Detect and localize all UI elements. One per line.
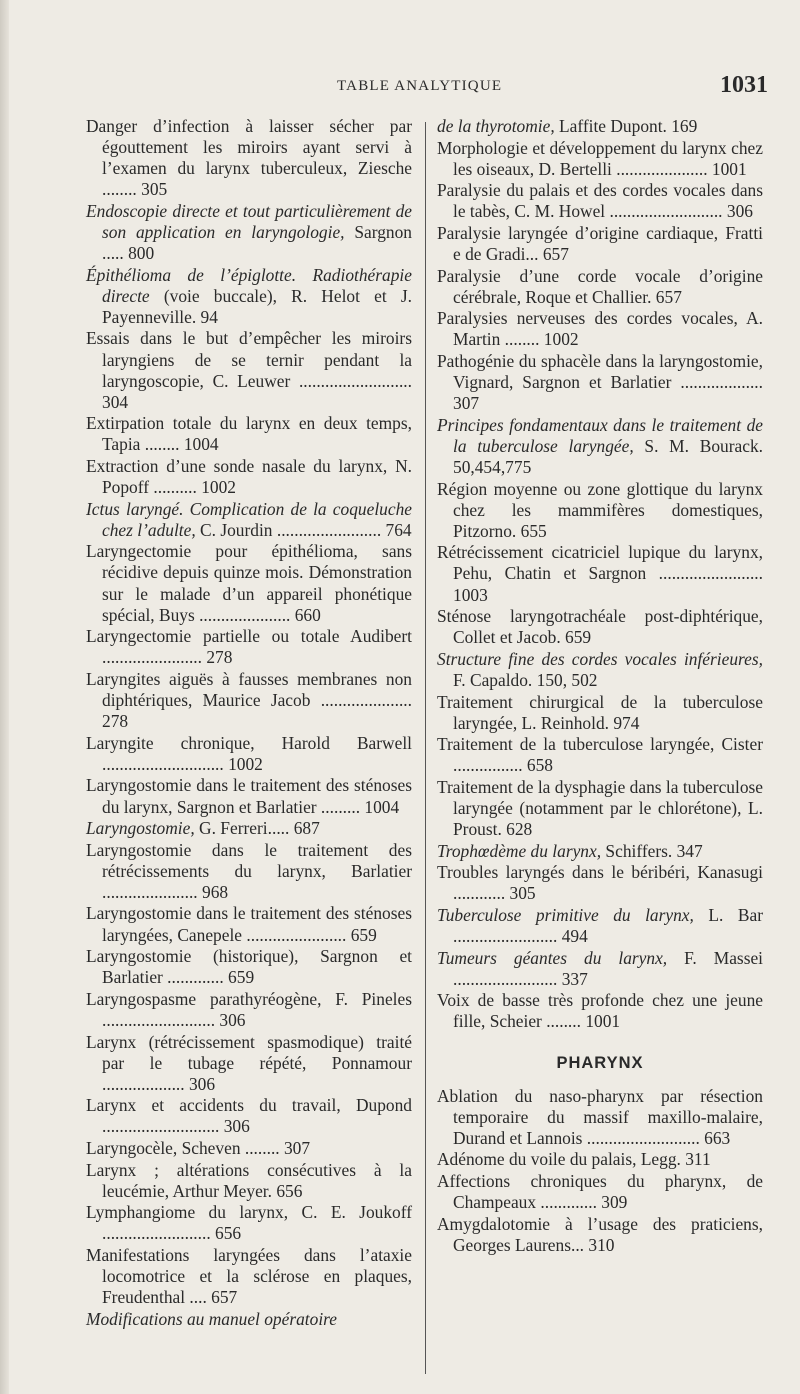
index-entry xyxy=(86,1160,412,1202)
index-entry xyxy=(437,180,763,222)
index-entry xyxy=(437,1086,763,1149)
entry-italic-title: Épithélioma de l’épiglotte. Radiothérapie directe xyxy=(86,264,412,306)
binding-gutter xyxy=(0,0,9,1394)
entry-italic-title: Tuberculose primitive du larynx, xyxy=(437,904,694,925)
entry-text: Traitement de la tuberculose laryngée, Cister ................ 658 xyxy=(437,734,763,776)
index-entry xyxy=(437,542,763,605)
index-entry xyxy=(437,1214,763,1256)
index-entry xyxy=(86,413,412,455)
index-entry xyxy=(437,479,763,542)
entry-text: Extraction d’une sonde nasale du larynx, N. Popoff .......... 1002 xyxy=(86,456,412,498)
index-entry xyxy=(437,351,763,414)
index-entry xyxy=(86,116,412,200)
index-entry xyxy=(86,499,412,541)
index-entry xyxy=(437,1171,763,1213)
index-entry xyxy=(86,201,412,264)
entry-text: Laryngites aiguës à fausses membranes non diphtériques, Maurice Jacob ..................... 278 xyxy=(86,668,412,732)
entry-text: (voie buccale), R. Helot et J. Payenneville. 94 xyxy=(102,285,412,327)
entry-text: Laryngospasme parathyréogène, F. Pineles .......................... 306 xyxy=(86,988,412,1030)
entry-italic-title: Tumeurs géantes du larynx, xyxy=(437,947,668,968)
entry-text: Laryngite chronique, Harold Barwell ............................ 1002 xyxy=(86,732,412,774)
entry-text: Laryngectomie partielle ou totale Audibert ....................... 278 xyxy=(86,626,412,668)
index-entry xyxy=(86,669,412,732)
entry-text: Région moyenne ou zone glottique du larynx chez les mammifères domestiques, Pitzorno. 655 xyxy=(437,478,763,541)
entry-text: Sténose laryngotrachéale post-diphtérique, Collet et Jacob. 659 xyxy=(437,606,763,648)
entry-text: Sargnon ..... 800 xyxy=(102,221,412,264)
entry-text: Larynx ; altérations consécutives à la leucémie, Arthur Meyer. 656 xyxy=(86,1159,412,1201)
entry-italic-title: Modifications au manuel opératoire xyxy=(86,1308,338,1329)
entry-text: Laryngectomie pour épithélioma, sans récidive depuis quinze mois. Démonstration sur le malade d’un appareil phonétique spécial, Buys ..................... 660 xyxy=(86,541,412,625)
entry-italic-title: Laryngostomie, xyxy=(86,818,195,839)
index-entry xyxy=(86,541,412,625)
index-entry xyxy=(86,328,412,412)
entry-text: Adénome du voile du palais, Legg. 311 xyxy=(437,1149,711,1170)
entry-text: C. Jourdin ........................ 764 xyxy=(195,519,412,540)
index-entry xyxy=(86,456,412,498)
index-entry xyxy=(437,116,763,137)
entry-text: Manifestations laryngées dans l’ataxie locomotrice et la sclérose en plaques, Freudenthal .... 657 xyxy=(86,1244,412,1308)
index-entry xyxy=(86,1245,412,1308)
index-entry xyxy=(86,840,412,903)
index-entry xyxy=(86,1309,412,1330)
entry-text: Laryngocèle, Scheven ........ 307 xyxy=(86,1138,311,1158)
index-entry xyxy=(86,733,412,775)
index-entry xyxy=(437,138,763,180)
entry-text: Paralysie du palais et des cordes vocales dans le tabès, C. M. Howel .......................... 306 xyxy=(437,180,763,222)
entry-italic-title: Trophœdème du larynx, xyxy=(437,840,602,861)
entry-text: Extirpation totale du larynx en deux temps, Tapia ........ 1004 xyxy=(86,413,412,455)
index-entry xyxy=(437,692,763,734)
right-column xyxy=(437,116,763,1256)
entry-text: Amygdalotomie à l’usage des praticiens, Georges Laurens... 310 xyxy=(437,1213,763,1255)
entry-text: Paralysie laryngée d’origine cardiaque, Fratti e de Gradi... 657 xyxy=(437,222,763,265)
entry-text: Ablation du naso-pharynx par résection temporaire du massif maxillo-malaire, Durand et Lannois .......................... 663 xyxy=(437,1085,763,1148)
entry-italic-title: de la thyrotomie, xyxy=(437,116,555,136)
index-entry xyxy=(437,415,763,478)
index-entry xyxy=(437,308,763,350)
entry-text: Morphologie et développement du larynx chez les oiseaux, D. Bertelli ..................... 1001 xyxy=(437,137,763,179)
entry-text: G. Ferreri..... 687 xyxy=(194,818,320,839)
entry-italic-title: Structure fine des cordes vocales inférieures, xyxy=(437,648,763,669)
index-entry xyxy=(86,775,412,817)
entry-italic-title: Principes fondamentaux dans le traitement de la tuberculose laryngée, xyxy=(437,414,763,456)
entry-text: Laryngostomie dans le traitement des sténoses du larynx, Sargnon et Barlatier ......... 1004 xyxy=(86,775,412,817)
page-number: 1031 xyxy=(720,72,768,98)
left-column xyxy=(86,116,412,1330)
entry-text: Affections chroniques du pharynx, de Champeaux ............. 309 xyxy=(437,1171,763,1213)
entry-text: Laffite Dupont. 169 xyxy=(554,116,698,136)
entry-text: Essais dans le but d’empêcher les miroirs laryngiens de se ternir pendant la laryngoscopie, C. Leuwer .......................... 304 xyxy=(86,328,412,412)
column-divider xyxy=(425,122,426,1374)
index-entry xyxy=(86,946,412,988)
right-column-entries xyxy=(437,116,763,1033)
entry-text: Paralysies nerveuses des cordes vocales, A. Martin ........ 1002 xyxy=(437,308,763,350)
entry-text: Voix de basse très profonde chez une jeune fille, Scheier ........ 1001 xyxy=(437,990,763,1032)
index-entry xyxy=(86,1202,412,1244)
pharynx-entries xyxy=(437,1086,763,1256)
entry-text: Larynx (rétrécissement spasmodique) traité par le tubage répété, Ponnamour ................... 306 xyxy=(86,1031,412,1094)
index-entry xyxy=(86,903,412,945)
index-entry xyxy=(437,223,763,265)
entry-text: S. M. Bourack. 50,454,775 xyxy=(453,435,763,477)
entry-text: Larynx et accidents du travail, Dupond ........................... 306 xyxy=(86,1095,412,1137)
entry-text: Paralysie d’une corde vocale d’origine cérébrale, Roque et Challier. 657 xyxy=(437,265,763,307)
index-entry xyxy=(437,862,763,904)
header-title: TABLE ANALYTIQUE xyxy=(337,78,503,94)
index-entry xyxy=(437,990,763,1032)
index-entry xyxy=(86,989,412,1031)
index-entry xyxy=(86,626,412,668)
index-entry xyxy=(437,948,763,990)
index-entry xyxy=(437,905,763,947)
index-entry xyxy=(437,734,763,776)
index-entry xyxy=(437,841,763,862)
entry-text: Pathogénie du sphacèle dans la laryngostomie, Vignard, Sargnon et Barlatier ................... 307 xyxy=(437,351,763,414)
entry-text: L. Bar ........................ 494 xyxy=(453,904,763,947)
entry-text: Troubles laryngés dans le béribéri, Kanasugi ............ 305 xyxy=(437,862,763,904)
index-entry xyxy=(86,1032,412,1095)
entry-italic-title: Ictus laryngé. Complication de la coqueluche chez l’adulte, xyxy=(86,498,412,540)
entry-text: Danger d’infection à laisser sécher par égouttement les miroirs ayant servi à l’examen du larynx tuberculeux, Ziesche ........ 305 xyxy=(86,116,412,200)
entry-italic-title: Endoscopie directe et tout particulièrement de son application en laryngologie, xyxy=(86,200,412,242)
entry-text: Laryngostomie dans le traitement des sténoses laryngées, Canepele ....................... 659 xyxy=(86,903,412,945)
index-entry xyxy=(86,1095,412,1137)
index-entry xyxy=(437,266,763,308)
index-entry xyxy=(437,777,763,840)
entry-text: Rétrécissement cicatriciel lupique du larynx, Pehu, Chatin et Sargnon ........................ 1003 xyxy=(437,542,763,605)
index-entry xyxy=(437,1149,763,1170)
index-entry xyxy=(437,606,763,648)
entry-text: F. Massei ........................ 337 xyxy=(453,947,764,989)
entry-text: F. Capaldo. 150, 502 xyxy=(453,669,598,690)
entry-text: Traitement chirurgical de la tuberculose laryngée, L. Reinhold. 974 xyxy=(437,691,763,733)
index-entry xyxy=(86,1138,412,1159)
section-title-pharynx: PHARYNX xyxy=(556,1053,644,1072)
index-entry xyxy=(86,818,412,839)
index-entry xyxy=(86,265,412,328)
entry-text: Lymphangiome du larynx, C. E. Joukoff ......................... 656 xyxy=(86,1202,412,1244)
index-entry xyxy=(437,649,763,691)
entry-text: Traitement de la dysphagie dans la tuberculose laryngée (notamment par le chlorétone), L. Proust. 628 xyxy=(437,776,763,840)
entry-text: Schiffers. 347 xyxy=(601,840,703,861)
running-head xyxy=(0,74,800,104)
entry-text: Laryngostomie (historique), Sargnon et Barlatier ............. 659 xyxy=(86,946,412,988)
entry-text: Laryngostomie dans le traitement des rétrécissements du larynx, Barlatier ...................... 968 xyxy=(86,839,412,902)
